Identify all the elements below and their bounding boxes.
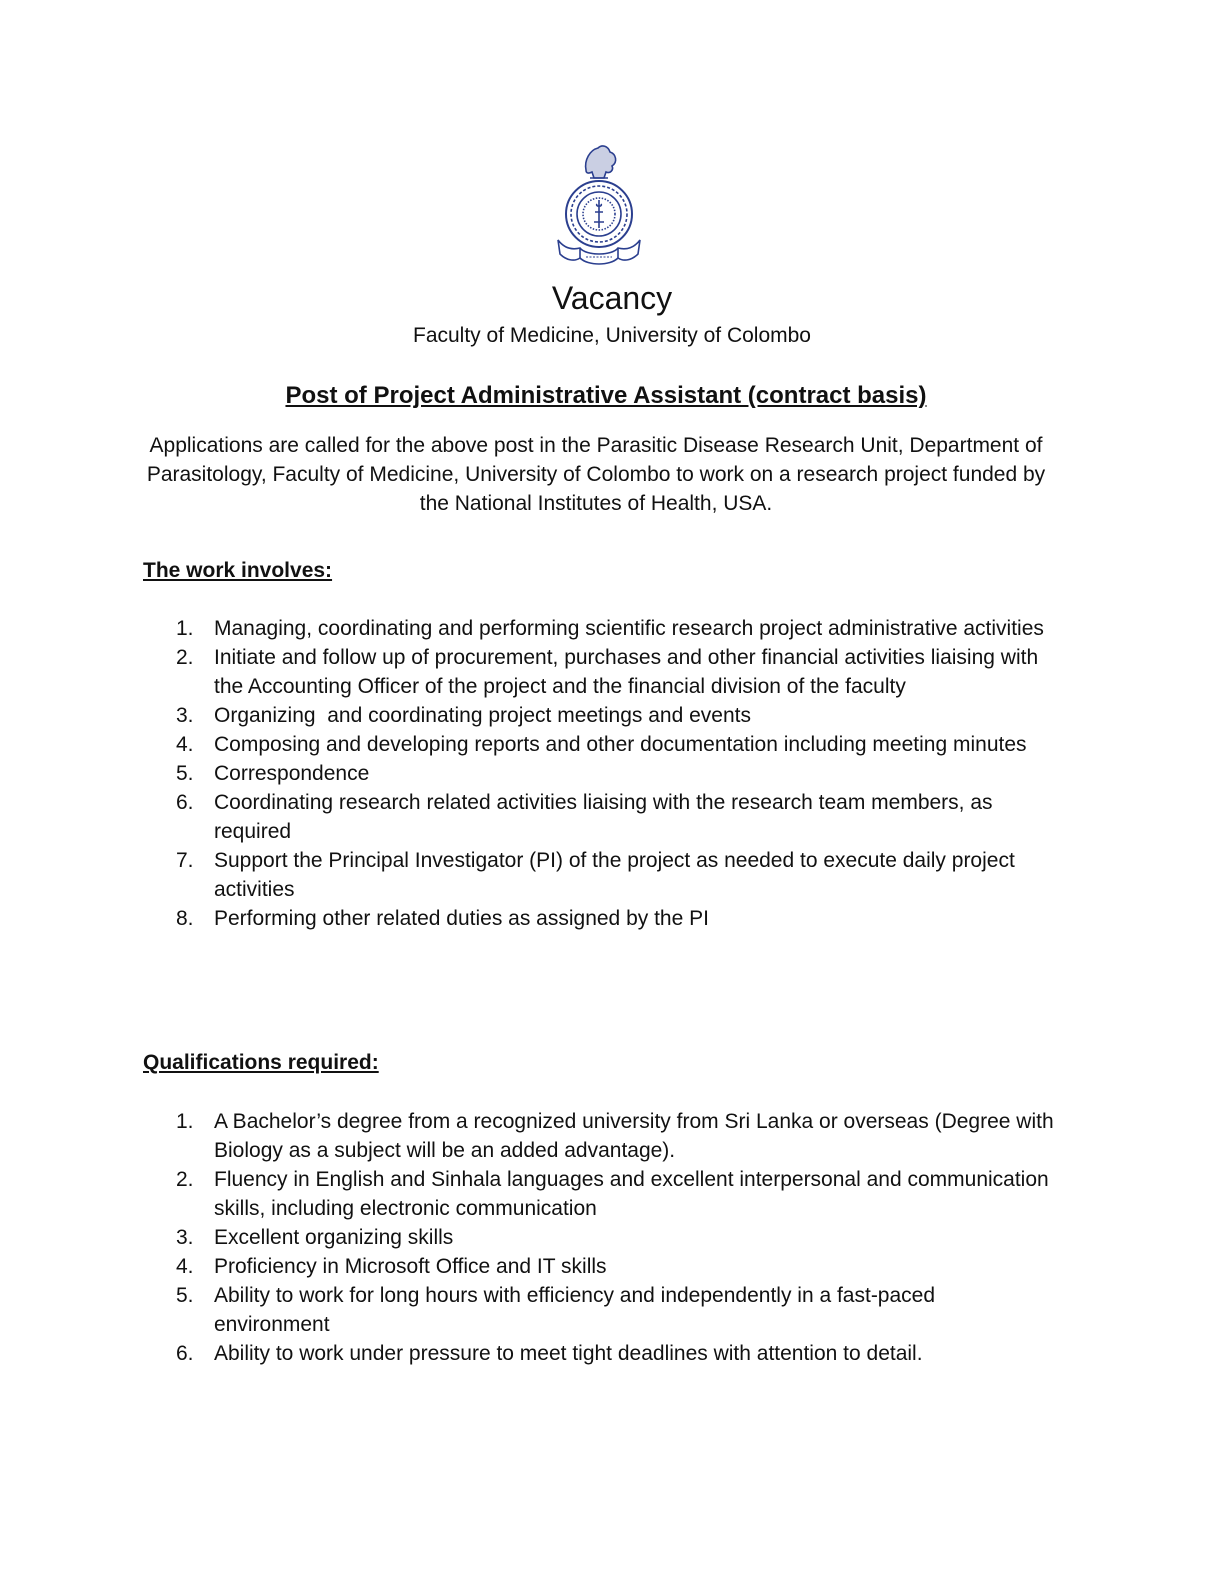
list-text: Support the Principal Investigator (PI) of the project as needed to execute daily project activities [214, 849, 1015, 901]
list-item [176, 1223, 1056, 1252]
list-item [176, 788, 1056, 846]
list-text: Managing, coordinating and performing scientific research project administrative activities [214, 617, 1044, 640]
list-item [176, 759, 1056, 788]
university-crest-icon [550, 140, 648, 272]
list-number: 5. [176, 762, 194, 785]
list-number: 6. [176, 791, 194, 814]
list-text: A Bachelor’s degree from a recognized university from Sri Lanka or overseas (Degree with Biology as a subject will be an added advantage). [214, 1110, 1054, 1162]
list-item [176, 1107, 1056, 1165]
qualifications-list [176, 1107, 1056, 1368]
list-number: 1. [176, 617, 194, 640]
list-text: Performing other related duties as assigned by the PI [214, 907, 709, 930]
list-text: Ability to work under pressure to meet tight deadlines with attention to detail. [214, 1342, 923, 1365]
list-number: 2. [176, 646, 194, 669]
list-item [176, 701, 1056, 730]
work-heading: The work involves: [143, 559, 333, 582]
list-item [176, 730, 1056, 759]
list-text: Organizing and coordinating project meetings and events [214, 704, 751, 727]
list-number: 6. [176, 1342, 194, 1365]
list-text: Proficiency in Microsoft Office and IT skills [214, 1255, 607, 1278]
list-item [176, 614, 1056, 643]
work-list [176, 614, 1056, 933]
list-number: 4. [176, 733, 194, 756]
list-text: Composing and developing reports and other documentation including meeting minutes [214, 733, 1027, 756]
list-item [176, 1252, 1056, 1281]
list-number: 7. [176, 849, 194, 872]
list-item [176, 1281, 1056, 1339]
list-text: Correspondence [214, 762, 370, 785]
list-item [176, 846, 1056, 904]
page-title: Vacancy [551, 280, 673, 316]
list-text: Fluency in English and Sinhala languages and excellent interpersonal and communication skills, including electronic communication [214, 1168, 1049, 1220]
list-item [176, 1339, 1056, 1368]
list-item [176, 1165, 1056, 1223]
post-title: Post of Project Administrative Assistant (contract basis) [285, 382, 927, 409]
list-number: 3. [176, 704, 194, 727]
list-text: Coordinating research related activities liaising with the research team members, as required [214, 791, 993, 843]
list-item [176, 643, 1056, 701]
intro-paragraph: Applications are called for the above post in the Parasitic Disease Research Unit, Department of Parasitology, Faculty of Medicine, University of Colombo to work on a research project funded by the National Institutes of Health, USA. [146, 434, 1046, 515]
list-number: 1. [176, 1110, 194, 1133]
list-text: Excellent organizing skills [214, 1226, 454, 1249]
list-number: 2. [176, 1168, 194, 1191]
list-text: Ability to work for long hours with efficiency and independently in a fast-paced environment [214, 1284, 936, 1336]
list-item [176, 904, 1056, 933]
list-number: 8. [176, 907, 194, 930]
list-text: Initiate and follow up of procurement, purchases and other financial activities liaising with the Accounting Officer of the project and the financial division of the faculty [214, 646, 1039, 698]
list-number: 4. [176, 1255, 194, 1278]
faculty-subtitle: Faculty of Medicine, University of Colombo [413, 324, 811, 347]
list-number: 5. [176, 1284, 194, 1307]
list-number: 3. [176, 1226, 194, 1249]
qualifications-heading: Qualifications required: [143, 1051, 379, 1074]
